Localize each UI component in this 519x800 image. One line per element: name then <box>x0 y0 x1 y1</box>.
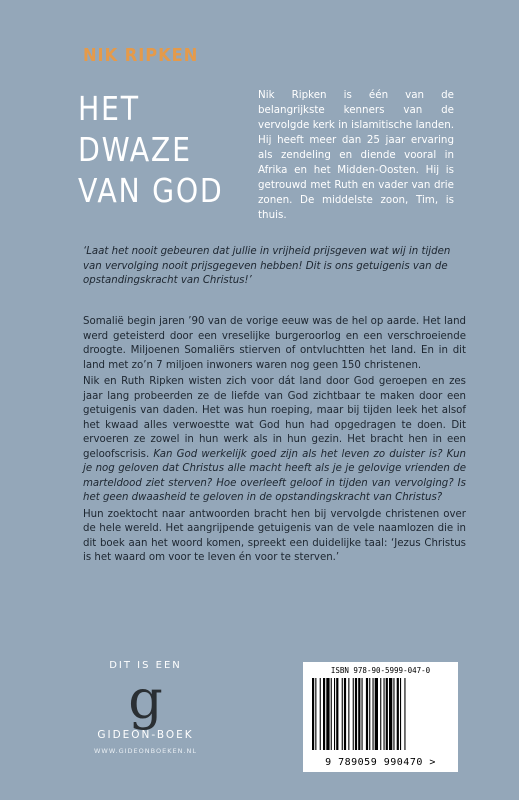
paragraph-2 <box>83 375 466 506</box>
paragraph-1: Somalië begin jaren ’90 van de vorige eeuw was de hel op aarde. Het land werd geteisterd door een vreselijke burgeroorlog en een verschroeiende droogte. Miljoenen Somaliërs stierven of ontvluchtten het land. En in dit land met zo’n 7 miljoen inwoners waren nog geen 150 christenen. <box>83 316 466 371</box>
gideon-g-icon: g <box>128 668 163 731</box>
isbn-text: ISBN 978-90-5999-047-0 <box>330 666 431 675</box>
paragraph-2-text: Nik en Ruth Ripken wisten zich voor dát land door God geroepen en zes jaar lang probeerden ze de liefde van God zichtbaar te maken door een getuigenis van daden. Het was hun roeping, maar bij tijden leek het alsof het kwaad alles verwoestte wat God hun had opgedragen te doen. Dit ervoeren ze zowel in hun werk als in hun gezin. Het bracht hen in een geloofscrisis. <box>83 376 466 460</box>
barcode-digits: 9 789059 990470 > <box>325 757 436 768</box>
author-name: NIK RIPKEN <box>83 45 199 66</box>
title-line-1: HET <box>78 89 140 128</box>
logo-tagline: DIT IS EEN <box>109 660 182 671</box>
publisher-logo <box>83 660 208 755</box>
back-cover-text <box>83 315 466 568</box>
title-line-3: VAN GOD <box>78 171 224 210</box>
isbn-barcode <box>303 662 458 772</box>
blurb-quote: ‘Laat het nooit gebeuren dat jullie in vrijheid prijsgeven wat wij in tijden van vervolging nooit prijsgegeven hebben! Dit is ons getuigenis van de opstandingskracht van Christus!’ <box>83 246 451 286</box>
book-title <box>78 88 223 211</box>
logo-name: GIDEON-BOEK <box>97 729 194 741</box>
paragraph-2-questions: Kan God werkelijk goed zijn als het leven zo duister is? Kun je nog geloven dat Christus alle macht heeft als je je gelovige vrienden de marteldood ziet sterven? Hoe overleeft geloof in tijden van vervolging? Is het geen dwaasheid te geloven in de opstandingskracht van Christus? <box>83 448 466 503</box>
paragraph-3: Hun zoektocht naar antwoorden bracht hen bij vervolgde christenen over de hele wereld. Het aangrijpende getuigenis van de vele naamlozen die in dit boek aan het woord komen, spreekt een duidelijke taal: ‘Jezus Christus is het waard om voor te leven én voor te sterven.’ <box>83 508 466 563</box>
publisher-url: WWW.GIDEONBOEKEN.NL <box>94 747 197 755</box>
title-line-2: DWAZE <box>78 130 192 169</box>
author-bio: Nik Ripken is één van de belangrijkste kenners van de vervolgde kerk in islamitische landen. Hij heeft meer dan 25 jaar ervaring als zendeling en diende vooral in Afrika en het Midden-Oosten. Hij is getrouwd met Ruth en vader van drie zonen. De middelste zoon, Tim, is thuis. <box>258 89 454 221</box>
barcode-bars-icon <box>312 678 449 750</box>
